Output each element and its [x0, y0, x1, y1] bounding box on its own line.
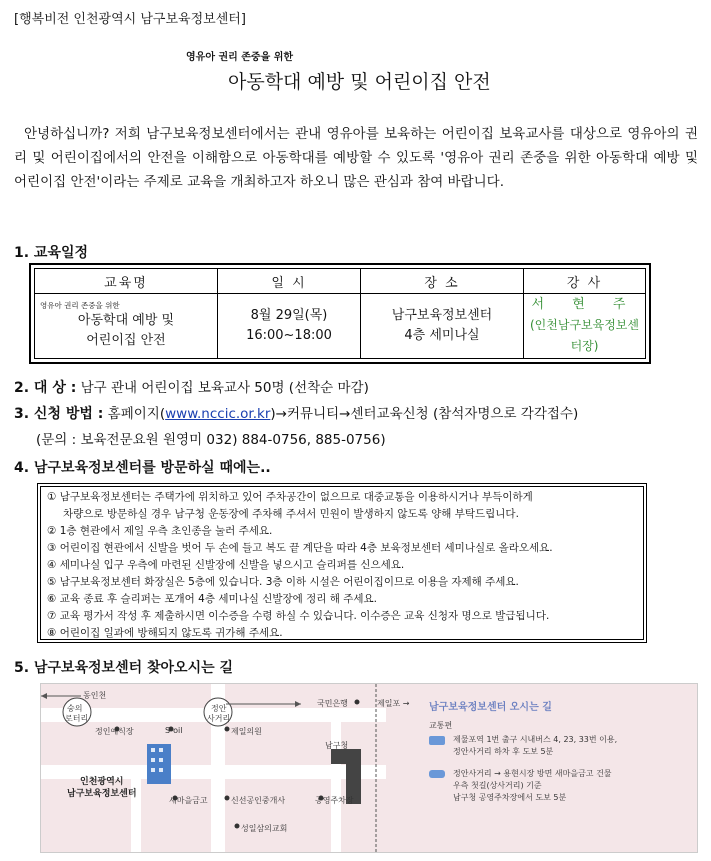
cell-datetime: [218, 294, 361, 359]
map-label-saemaeul: 새마을금고: [169, 796, 208, 805]
notice-item: ④ 세미나실 입구 우측에 마련된 신발장에 신발을 넣으시고 슬리퍼를 신으세요.: [47, 559, 405, 571]
apply-text-2: )→커뮤니티→센터교육신청 (참석자명으로 각각접수): [270, 406, 579, 422]
notice-item: ① 남구보육정보센터는 주택가에 위치하고 있어 주차공간이 없으므로 대중교통을 이용하시거나 부득이하게: [47, 491, 533, 503]
map-transit-label: 교통편: [429, 721, 453, 730]
cell-place: [361, 294, 524, 359]
target-line: [14, 376, 369, 397]
header-course: 교육명: [35, 269, 218, 294]
header-place: 장 소: [361, 269, 524, 294]
target-label: 2. 대 상 :: [14, 380, 77, 396]
map-label-jeongan: 정안: [211, 704, 227, 713]
cell-lecturer: [524, 294, 646, 359]
header-tag: [행복비전 인천광역시 남구보육정보센터]: [14, 12, 246, 27]
notice-item: ⑤ 남구보육정보센터 화장실은 5층에 있습니다. 3층 이하 시설은 어린이집이므로 이용을 자제해 주세요.: [47, 576, 519, 588]
apply-label: 3. 신청 방법 :: [14, 406, 104, 422]
intro-paragraph: 안녕하십니까? 저희 남구보육정보센터에서는 관내 영유아를 보육하는 어린이집 보육교사를 대상으로 영유아의 권리 및 어린이집에서의 안전을 이해함으로 아동학대를 예방할 수 있도록 '영유아 권리 존중을 위한 아동학대 예방 및 어린이집 안전'이라는 주제로 교육을 개최하고자 하오니 많은 관심과 참여 바랍니다.: [14, 126, 698, 190]
target-text: 남구 관내 어린이집 보육교사 50명 (선착순 마감): [76, 380, 369, 396]
course-subtitle: 영유아 권리 존중을 위한: [40, 301, 120, 310]
course-date: 8월 29일(목): [250, 308, 328, 323]
map-label-sungui: 숭의: [67, 704, 83, 713]
directions-map: [40, 683, 698, 853]
document-subtitle: 영유아 권리 존중을 위한: [186, 52, 294, 63]
notice-item: ② 1층 현관에서 제일 우측 초인종을 눌러 주세요.: [47, 525, 273, 537]
schedule-table: [34, 268, 646, 359]
course-line1: 아동학대 예방 및: [77, 313, 175, 328]
map-label-realestate: 신선공인중개사: [231, 796, 286, 805]
lecturer-name: 서 현 주: [531, 297, 638, 312]
notice-item: ⑦ 교육 평가서 작성 후 제출하시면 이수증을 수령 하실 수 있습니다. 이수증은 교육 신청자 명으로 발급됩니다.: [47, 610, 550, 622]
map-label-church: 성일삼의교회: [241, 824, 288, 833]
map-label-wedding-hall: 정인예식장: [95, 727, 134, 736]
course-line2: 어린이집 안전: [86, 333, 166, 348]
header-lecturer: 강 사: [524, 269, 646, 294]
homepage-link[interactable]: www.nccic.or.kr: [165, 406, 271, 422]
map-car-line2: 우측 첫길(상사거리) 기준: [453, 781, 542, 790]
map-label-jeil-clinic: 제일의원: [231, 727, 262, 736]
map-label-sageori: 사거리: [207, 714, 231, 723]
map-bus-line2: 정안사거리 하차 후 도보 5분: [453, 747, 554, 756]
map-car-line3: 남구청 공영주차장에서 도보 5분: [453, 793, 567, 802]
document-title: 아동학대 예방 및 어린이집 안전: [228, 71, 491, 93]
inquiry-line: (문의 : 보육전문요원 원영미 032) 884-0756, 885-0756): [36, 432, 386, 448]
visit-heading: 4. 남구보육정보센터를 방문하실 때에는..: [14, 460, 271, 476]
map-label-soil: S-oil: [165, 726, 183, 735]
notice-item: ③ 어린이집 현관에서 신발을 벗어 두 손에 들고 복도 끝 계단을 따라 4층 보육정보센터 세미나실로 올라오세요.: [47, 542, 553, 554]
directions-heading: 5. 남구보육정보센터 찾아오시는 길: [14, 660, 234, 676]
visit-notice-box: [40, 486, 644, 640]
center-line2: 남구보육정보센터: [67, 789, 137, 799]
map-label-kookmin: 국민은행: [317, 699, 348, 708]
place-line2: 4층 세미나실: [404, 328, 480, 343]
cell-course: [35, 294, 218, 359]
header-datetime: 일 시: [218, 269, 361, 294]
table-row: [35, 294, 646, 359]
map-label-dongincheon: 동인천: [83, 691, 107, 700]
notice-item: ⑧ 어린이집 일과에 방해되지 않도록 귀가해 주세요.: [47, 627, 283, 639]
map-label-namgucheong: 남구청: [325, 741, 349, 750]
course-time: 16:00~18:00: [246, 328, 332, 343]
map-label-parking: 공영주차장: [315, 796, 354, 805]
map-guide-title: 남구보육정보센터 오시는 길: [429, 702, 552, 713]
lecturer-org: (인천남구보육정보센터장): [529, 318, 639, 353]
apply-text-1: 홈페이지(: [103, 406, 166, 422]
map-label-jaemulpo: 제일포 →: [377, 699, 410, 708]
map-label-rotary: 로터리: [65, 714, 89, 723]
map-label-center: [67, 776, 137, 800]
center-line1: 인천광역시: [80, 777, 124, 787]
table-header-row: [35, 269, 646, 294]
apply-line: [14, 402, 578, 423]
schedule-heading: 1. 교육일정: [14, 245, 89, 261]
notice-item: 차량으로 방문하실 경우 남구청 운동장에 주차해 주셔서 민원이 발생하지 않도록 양해 부탁드립니다.: [63, 508, 519, 520]
notice-item: ⑥ 교육 종료 후 슬리퍼는 포개어 4층 세미나실 신발장에 정리 해 주세요.: [47, 593, 378, 605]
map-bus-line1: 제물포역 1번 출구 시내버스 4, 23, 33번 이용,: [453, 735, 618, 744]
place-line1: 남구보육정보센터: [391, 308, 493, 323]
map-car-line1: 정안사거리 → 용현시장 방면 새마을금고 건물: [453, 769, 612, 778]
